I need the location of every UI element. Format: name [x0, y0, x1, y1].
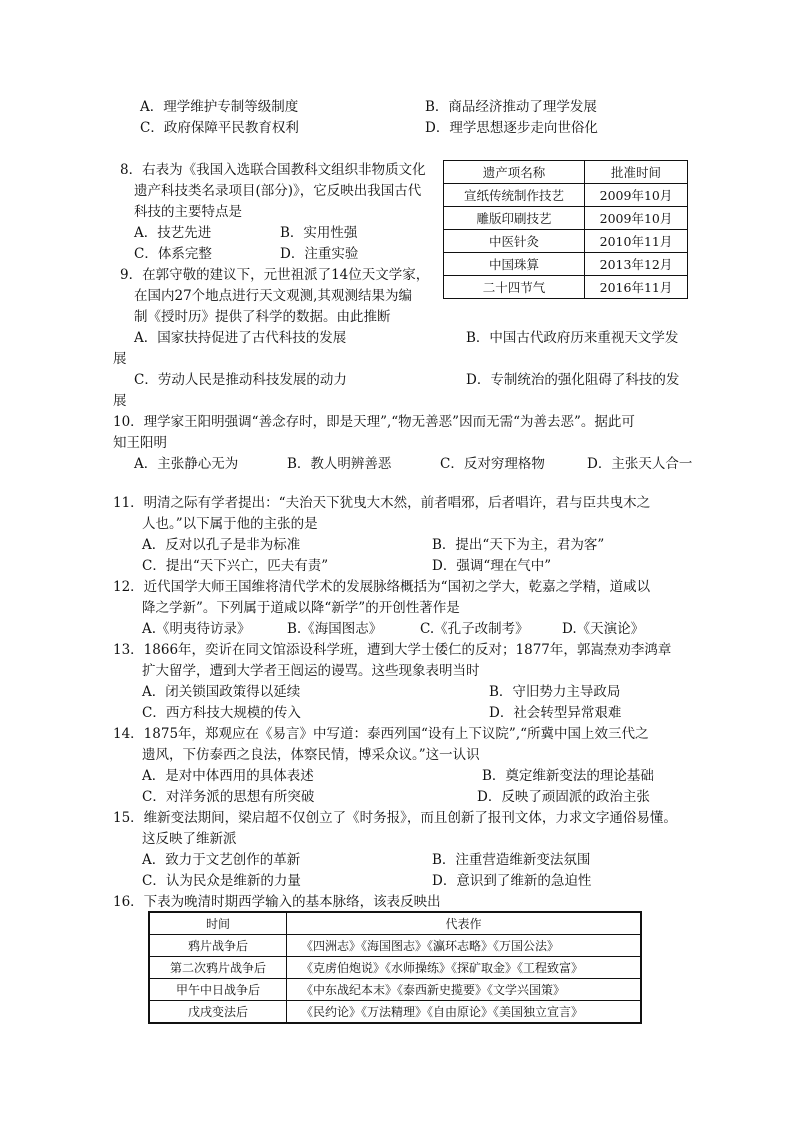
table-row: [444, 230, 688, 253]
q11-option-b: B．提出“天下为主，君为客”: [432, 537, 605, 553]
q12-stem-line-2: 降之学新”。下列属于道咸以降“新学”的开创性著作是: [142, 600, 460, 616]
heritage-date: 2009年10月: [585, 207, 688, 230]
q14-stem-line-1: 14．1875年，郑观应在《易言》中写道：泰西列国“设有上下议院”,“所冀中国上效三代之: [113, 726, 649, 742]
q13-option-c: C．西方科技大规模的传入: [142, 705, 301, 721]
table-row: [149, 1001, 641, 1024]
western-learning-table: [148, 911, 642, 1024]
q11-stem-line-1: 11．明清之际有学者提出：“夫治天下犹曳大木然，前者唱邪，后者唱许，君与臣共曳木之: [113, 495, 651, 511]
q9-stem-line-1: 9．在郭守敬的建议下，元世祖派了14位天文学家，: [120, 267, 430, 283]
q15-option-a: A．致力于文艺创作的革新: [142, 852, 301, 868]
western-table-header: [149, 912, 641, 935]
q13-stem-line-1: 13．1866年，奕䜣在同文馆添设科学班，遭到大学士倭仁的反对；1877年，郭嵩焘劝李鸿章: [113, 642, 672, 658]
works-cell: 《四洲志》《海国图志》《瀛环志略》《万国公法》: [287, 935, 642, 957]
heritage-date: 2009年10月: [585, 184, 688, 207]
q15-option-d: D．意识到了维新的急迫性: [432, 873, 592, 889]
q8-stem-line-1: 8．右表为《我国入选联合国教科文组织非物质文化: [120, 162, 426, 178]
period-cell: 甲午中日战争后: [149, 979, 287, 1001]
q15-stem-line-1: 15．维新变法期间，梁启超不仅创立了《时务报》，而且创新了报刊文体，力求文字通俗易懂。: [113, 810, 677, 826]
q8-stem-line-3: 科技的主要特点是: [134, 204, 242, 220]
q7-option-c: C．政府保障平民教育权利: [140, 120, 299, 136]
q12-option-b: B.《海国图志》: [287, 621, 383, 637]
q11-stem-line-2: 人也。”以下属于他的主张的是: [142, 516, 318, 532]
period-cell: 第二次鸦片战争后: [149, 957, 287, 979]
heritage-name: 雕版印刷技艺: [444, 207, 585, 230]
q11-option-c: C．提出“天下兴亡，匹夫有责”: [142, 558, 329, 574]
q14-option-d: D．反映了顽固派的政治主张: [477, 789, 650, 805]
table-row: [444, 276, 688, 299]
q14-stem-line-2: 遗风，下仿泰西之良法，体察民情，博采众议。”这一认识: [142, 747, 480, 763]
heritage-date: 2010年11月: [585, 230, 688, 253]
q12-stem-line-1: 12．近代国学大师王国维将清代学术的发展脉络概括为“国初之学大，乾嘉之学精，道咸以: [113, 579, 651, 595]
works-cell: 《克虏伯炮说》《水师操练》《探矿取金》《工程致富》: [287, 957, 642, 979]
period-cell: 戊戌变法后: [149, 1001, 287, 1024]
q13-stem-line-2: 扩大留学，遭到大学者王闿运的谩骂。这些现象表明当时: [142, 663, 480, 679]
q8-option-d: D．注重实验: [280, 246, 359, 262]
q12-option-d: D.《天演论》: [562, 621, 645, 637]
q14-option-c: C．对洋务派的思想有所突破: [142, 789, 315, 805]
western-header-works: 代表作: [287, 912, 642, 935]
q8-option-a: A．技艺先进: [134, 225, 212, 241]
q9-option-d: D．专制统治的强化阻碍了科技的发: [466, 372, 680, 388]
q12-option-c: C.《孔子改制考》: [420, 621, 529, 637]
q10-option-a: A．主张静心无为: [134, 456, 239, 472]
heritage-name: 中国珠算: [444, 253, 585, 276]
heritage-date: 2016年11月: [585, 276, 688, 299]
q11-option-a: A．反对以孔子是非为标准: [142, 537, 301, 553]
q15-stem-line-2: 这反映了维新派: [142, 831, 237, 847]
table-row: [149, 979, 641, 1001]
q14-option-a: A．是对中体西用的具体表述: [142, 768, 314, 784]
table-row: [444, 184, 688, 207]
table-row: [149, 935, 641, 957]
q7-option-a: A．理学维护专制等级制度: [140, 99, 299, 115]
q16-stem: 16．下表为晚清时期西学输入的基本脉络，该表反映出: [113, 894, 441, 910]
q9-option-d-wrap: 展: [113, 393, 127, 409]
q9-option-b: B．中国古代政府历来重视天文学发: [466, 330, 679, 346]
q8-stem-line-2: 遗产科技类名录项目(部分)》，它反映出我国古代: [134, 183, 422, 199]
heritage-table: [443, 160, 688, 299]
q10-option-c: C．反对穷理格物: [440, 456, 545, 472]
period-cell: 鸦片战争后: [149, 935, 287, 957]
heritage-table-header: [444, 161, 688, 184]
q9-stem-line-2: 在国内27个地点进行天文观测,其观测结果为编: [134, 288, 412, 304]
q9-stem-line-3: 制《授时历》提供了科学的数据。由此推断: [134, 309, 391, 325]
q12-option-a: A.《明夷待访录》: [142, 621, 251, 637]
heritage-name: 二十四节气: [444, 276, 585, 299]
q8-option-c: C．体系完整: [134, 246, 212, 262]
works-cell: 《民约论》《万法精理》《自由原论》《美国独立宣言》: [287, 1001, 642, 1024]
q9-option-b-wrap: 展: [113, 351, 127, 367]
table-row: [444, 253, 688, 276]
heritage-header-date: 批准时间: [585, 161, 688, 184]
heritage-name: 宣纸传统制作技艺: [444, 184, 585, 207]
table-row: [149, 957, 641, 979]
heritage-date: 2013年12月: [585, 253, 688, 276]
western-header-period: 时间: [149, 912, 287, 935]
q13-option-a: A．闭关锁国政策得以延续: [142, 684, 301, 700]
q15-option-c: C．认为民众是维新的力量: [142, 873, 301, 889]
q7-option-b: B．商品经济推动了理学发展: [425, 99, 597, 115]
q15-option-b: B．注重营造维新变法氛围: [432, 852, 591, 868]
q10-option-d: D．主张天人合一: [587, 456, 693, 472]
q8-option-b: B．实用性强: [280, 225, 358, 241]
q9-option-c: C．劳动人民是推动科技发展的动力: [134, 372, 347, 388]
q7-option-d: D．理学思想逐步走向世俗化: [425, 120, 598, 136]
q9-option-a: A．国家扶持促进了古代科技的发展: [134, 330, 347, 346]
heritage-name: 中医针灸: [444, 230, 585, 253]
q11-option-d: D．强调“理在气中”: [432, 558, 552, 574]
q10-option-b: B．教人明辨善恶: [287, 456, 392, 472]
table-row: [444, 207, 688, 230]
q13-option-d: D．社会转型异常艰难: [489, 705, 622, 721]
q10-stem-line-2: 知王阳明: [113, 435, 167, 451]
q14-option-b: B．奠定维新变法的理论基础: [482, 768, 654, 784]
q10-stem-line-1: 10．理学家王阳明强调“善念存时，即是天理”,“物无善恶”因而无需“为善去恶”。据此可: [113, 414, 635, 430]
q13-option-b: B．守旧势力主导政局: [489, 684, 621, 700]
works-cell: 《中东战纪本末》《泰西新史揽要》《文学兴国策》: [287, 979, 642, 1001]
heritage-header-name: 遗产项名称: [444, 161, 585, 184]
